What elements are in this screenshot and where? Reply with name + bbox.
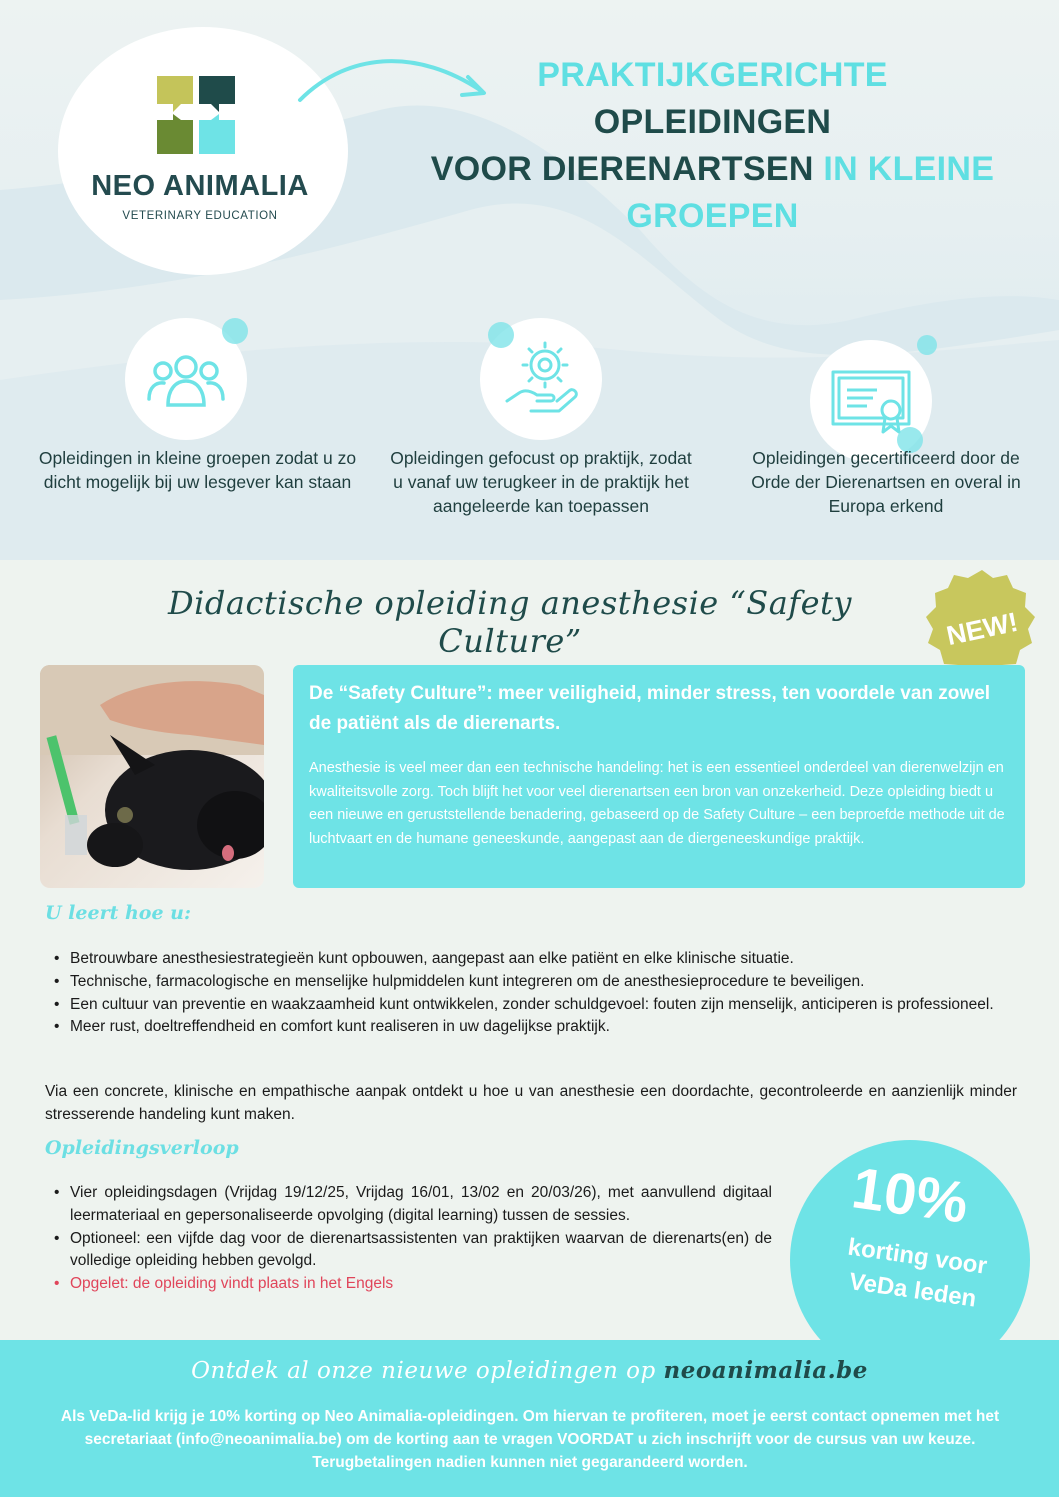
intro-box (293, 665, 1025, 888)
headline-line-2: OPLEIDINGEN (593, 103, 832, 141)
dog-photo-illustration (40, 665, 264, 888)
intro-body: Anesthesie is veel meer dan een technische handeling: het is een essentieel onderdeel van dierenwelzijn en kwaliteitsvolle zorg. Toch blijft het voor veel dierenartsen een bron van onzekerheid. Deze opleiding biedt u een nieuwe en geruststellende benadering, gebaseerd op de Safety Culture – een beproefde methode uit de luchtvaart en de humane geneeskunde, aangepast aan de diergeneeskundige praktijk. (309, 760, 1005, 847)
footer-cta-text: Ontdek al onze nieuwe opleidingen op (191, 1358, 664, 1384)
logo-name: NEO ANIMALIA (91, 170, 309, 202)
decor-bubble (488, 322, 514, 348)
logo-tagline: VETERINARY EDUCATION (122, 210, 278, 222)
discount-label: korting voor VeDa leden (846, 1233, 989, 1313)
footer-site-link[interactable]: neoanimalia.be (663, 1357, 868, 1384)
feature-text-certificate: Opleidingen gecertificeerd door de Orde der Dierenartsen en overal in Europa erkend (751, 448, 1021, 516)
list-item: • Betrouwbare anesthesiestrategieën kunt opbouwen, aangepast aan elke patiënt en elke klinische situatie. (52, 948, 1017, 971)
discount-percent: 10% (848, 1155, 973, 1236)
footer-cta (0, 1357, 1059, 1384)
footer-text: Als VeDa-lid krijg je 10% korting op Neo Animalia-opleidingen. Om hiervan te profiteren, moet je eerst contact opnemen met het secretariaat (info@neoanimalia.be) om de korting aan te vragen VOORDAT u zich inschrijft voor de cursus van uw keuze. Terugbetalingen nadien kunnen niet gegarandeerd worden. (60, 1408, 1000, 1471)
headline-line-3 (380, 146, 1045, 193)
list-item: • Vier opleidingsdagen (Vrijdag 19/12/25, Vrijdag 16/01, 13/02 en 20/03/26), met aanvullend digitaal leermateriaal en gepersonaliseerde opvolging (digital learning) tussen de sessies. (52, 1182, 772, 1228)
list-item: • Optioneel: een vijfde dag voor de dierenartsassistenten van praktijken waarvan de dierenarts(en) de volledige opleiding hebben gevolgd. (52, 1228, 772, 1274)
decor-bubble (222, 318, 248, 344)
learn-paragraph: Via een concrete, klinische en empathische aanpak ontdekt u hoe u van anesthesie een doordachte, gecontroleerde en aanzienlijk minder stresserende handeling kunt maken. (45, 1083, 1017, 1123)
dog-anesthesia-photo (40, 665, 264, 888)
list-item: • Een cultuur van preventie en waakzaamheid kunt ontwikkelen, zonder schuldgevoel: fouten zijn menselijk, anticiperen is professioneel. (52, 994, 1017, 1017)
certificate-icon (829, 366, 913, 436)
schedule-list (52, 1182, 772, 1296)
learn-heading: U leert hoe u: (45, 902, 191, 924)
schedule-heading: Opleidingsverloop (45, 1137, 239, 1159)
intro-heading: De “Safety Culture”: meer veiligheid, minder stress, ten voordele van zowel de patiënt als de dierenarts. (309, 683, 991, 734)
learn-list (52, 948, 1017, 1039)
headline-line-1: PRAKTIJKGERICHTE (537, 56, 888, 94)
headline-line-4: GROEPEN (626, 197, 799, 235)
headline-line-3-aqua: IN KLEINE (813, 150, 995, 188)
headline (380, 52, 1045, 240)
list-item: • Technische, farmacologische en menselijke hulpmiddelen kunt integreren om de anesthesieprocedure te beveiligen. (52, 971, 1017, 994)
hand-gear-icon (501, 339, 581, 419)
warning-item: • Opgelet: de opleiding vindt plaats in het Engels (52, 1273, 772, 1296)
feature-text-groups: Opleidingen in kleine groepen zodat u zo dicht mogelijk bij uw lesgever kan staan (38, 448, 357, 492)
group-people-icon (146, 349, 226, 409)
course-title: Didactische opleiding anesthesie “Safety Culture” (168, 584, 852, 660)
decor-bubble (917, 335, 937, 355)
headline-line-3-dark: VOOR DIERENARTSEN (430, 150, 814, 188)
logo-mark-icon (155, 74, 239, 158)
hero-section (0, 0, 1059, 560)
new-badge-label: NEW! (943, 606, 1021, 652)
feature-text-practice: Opleidingen gefocust op praktijk, zodat u vanaf uw terugkeer in de praktijk het aangeleerde kan toepassen (390, 448, 692, 516)
list-item: • Meer rust, doeltreffendheid en comfort kunt realiseren in uw dagelijkse praktijk. (52, 1016, 1017, 1039)
